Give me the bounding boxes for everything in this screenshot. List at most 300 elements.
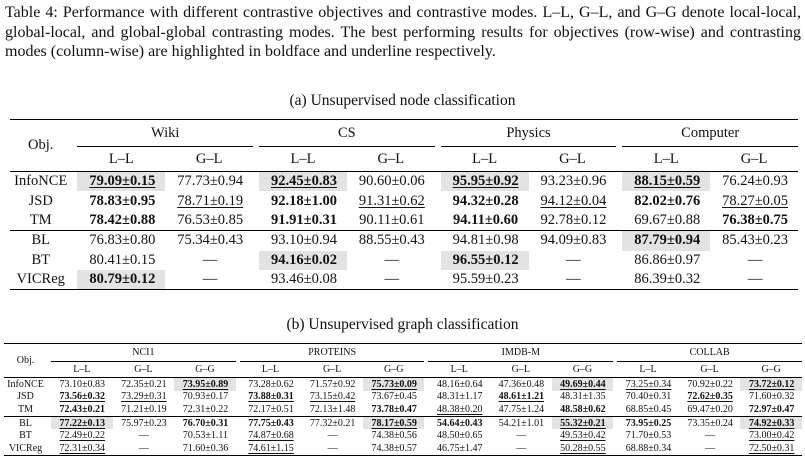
metric-cell [441,172,529,192]
metric-value: 82.02±0.76 [634,192,701,209]
metric-cell [240,391,302,404]
metric-value: — [705,430,716,442]
metric-cell [301,391,363,404]
metric-value: — [747,251,763,268]
table-row [4,403,802,416]
metric-value: 47.36±0.48 [498,378,545,390]
metric-cell [347,211,435,231]
objective-name: VICReg [10,270,71,290]
metric-cell [165,191,253,210]
metric-cell [51,403,113,416]
metric-cell [363,403,425,416]
metric-value: 87.79±0.94 [634,232,701,249]
metric-cell [363,429,425,442]
mode-header: G–L [113,362,175,378]
metric-value: 88.15±0.59 [634,173,701,190]
table-row [10,191,798,210]
metric-value: 70.92±0.22 [687,378,733,390]
metric-value: 91.31±0.62 [358,192,425,209]
metric-value: 48.38±0.20 [437,403,483,415]
header-row-datasets [4,344,802,362]
metric-cell [113,391,175,404]
metric-cell [622,270,710,290]
metric-value: 80.41±0.15 [89,251,156,268]
mode-header: G–L [347,147,435,172]
mode-header: G–G [552,362,614,378]
metric-value: 95.59±0.23 [452,271,519,288]
metric-cell [710,251,798,270]
metric-value: 71.57±0.92 [309,378,356,390]
metric-value: 72.49±0.22 [59,430,106,442]
metric-value: 48.31±1.35 [560,391,606,403]
objective-name: BL [4,416,47,429]
metric-value: 80.79±0.12 [89,271,156,288]
objective-name: JSD [28,192,53,209]
table-row [4,429,802,442]
metric-value: — [566,271,581,288]
metric-cell [259,231,347,251]
metric-cell [622,211,710,231]
metric-value: 73.25±0.34 [625,378,672,390]
metric-value: 54.64±0.43 [437,417,483,429]
metric-value: 73.95±0.25 [625,417,672,429]
dataset-header: PROTEINS [240,344,425,362]
metric-cell [113,416,175,429]
metric-value: 73.10±0.83 [59,378,106,390]
metric-cell [259,270,347,290]
metric-value: 73.15±0.42 [309,391,356,403]
metric-cell [428,378,490,391]
metric-cell [622,172,710,192]
metric-cell [441,251,529,270]
metric-value: — [384,251,400,268]
metric-value: 94.81±0.98 [452,232,519,249]
metric-value: 50.28±0.55 [560,442,606,454]
metric-cell [490,391,552,404]
obj-header: Obj. [4,344,47,378]
metric-cell [347,270,435,290]
mode-header: L–L [259,147,347,172]
metric-cell [740,429,802,442]
metric-value: 76.24±0.93 [722,173,789,190]
metric-cell [259,191,347,210]
metric-cell [165,251,253,270]
metric-cell [113,403,175,416]
metric-value: 73.88±0.31 [248,391,294,403]
metric-cell [259,251,347,270]
metric-value: 73.95±0.89 [182,378,229,390]
metric-value: 75.73±0.09 [371,378,417,390]
metric-value: 76.70±0.31 [182,417,229,429]
metric-value: 70.40±0.31 [625,391,672,403]
metric-cell [77,270,165,290]
table-row [4,378,802,391]
objective-name: InfoNCE [4,378,47,391]
metric-cell [710,270,798,290]
metric-value: — [747,271,763,288]
metric-cell [529,211,617,231]
metric-cell [740,416,802,429]
table-row [10,211,798,231]
metric-value: 69.67±0.88 [634,211,701,228]
dataset-header: Computer [622,120,798,147]
metric-value: 48.50±0.65 [437,430,483,442]
metric-value: 77.32±0.21 [309,417,356,429]
metric-cell [740,391,802,404]
metric-cell [347,191,435,210]
metric-cell [113,442,175,455]
metric-value: 92.45±0.83 [271,173,337,190]
metric-cell [428,429,490,442]
metric-value: 73.56±0.32 [59,391,106,403]
metric-value: 78.83±0.95 [89,192,156,209]
metric-cell [679,429,741,442]
metric-value: 88.55±0.43 [358,232,425,249]
metric-cell [174,391,236,404]
metric-cell [617,442,679,455]
metric-value: 72.31±0.22 [182,403,229,415]
mode-header: L–L [77,147,165,172]
dataset-header: NCI1 [51,344,236,362]
metric-value: — [202,271,218,288]
metric-cell [240,429,302,442]
metric-value: 76.38±0.75 [722,211,789,228]
metric-cell [617,429,679,442]
metric-cell [740,403,802,416]
metric-cell [617,403,679,416]
metric-value: 94.16±0.02 [271,251,337,268]
metric-value: — [705,442,716,454]
table-caption: Table 4: Performance with different contrastive objectives and contrastive modes. L–L, G–L, and G–G denote local-local, global-local, and global-global contrasting modes. The best performing results for objectives (row-wise) and contrasting modes (column-wise) are highlighted in boldface and underline respectively. [5,4,801,60]
metric-value: — [327,442,338,454]
metric-cell [529,191,617,210]
metric-value: 94.12±0.04 [540,192,607,209]
metric-value: 72.35±0.21 [121,378,167,390]
metric-value: 49.53±0.42 [560,430,606,442]
metric-value: 96.55±0.12 [452,251,519,268]
metric-value: — [138,430,149,442]
metric-value: 76.83±0.80 [89,232,156,249]
dataset-header: COLLAB [617,344,802,362]
metric-value: 48.58±0.62 [560,403,606,415]
table-row [10,251,798,270]
metric-cell [441,191,529,210]
metric-cell [301,416,363,429]
metric-value: 91.91±0.31 [271,211,337,228]
metric-cell [174,416,236,429]
metric-value: 75.97±0.23 [121,417,167,429]
metric-value: 46.75±1.47 [437,442,483,454]
metric-value: 74.38±0.56 [371,430,417,442]
table-row [10,172,798,192]
metric-value: — [516,430,527,442]
metric-cell [77,172,165,192]
metric-cell [679,391,741,404]
metric-value: 86.86±0.97 [634,251,701,268]
dataset-header: Physics [441,120,617,147]
metric-cell [710,191,798,210]
metric-value: 73.78±0.47 [371,403,417,415]
metric-cell [259,211,347,231]
mode-header: L–L [617,362,679,378]
objective-name: JSD [17,391,34,403]
metric-cell [552,391,614,404]
metric-value: 78.71±0.19 [177,192,244,209]
subcaption-graph-classification: (b) Unsupervised graph classification [286,316,519,333]
metric-cell [165,211,253,231]
metric-cell [259,172,347,192]
mode-header: G–G [174,362,236,378]
metric-cell [363,416,425,429]
mode-header: G–L [490,362,552,378]
metric-cell [363,442,425,455]
metric-cell [240,403,302,416]
mode-header: L–L [240,362,302,378]
metric-value: 74.61±1.15 [248,442,294,454]
mode-header: G–L [165,147,253,172]
metric-value: 94.32±0.28 [452,192,519,209]
metric-cell [347,251,435,270]
node-classification-table [10,119,798,290]
metric-cell [51,378,113,391]
metric-cell [710,211,798,231]
metric-value: 71.60±0.36 [182,442,229,454]
metric-cell [174,378,236,391]
metric-value: 73.29±0.31 [121,391,167,403]
metric-cell [441,211,529,231]
metric-cell [622,251,710,270]
metric-value: 49.69±0.44 [560,378,606,390]
metric-value: 71.21±0.19 [121,403,167,415]
table-row [4,391,802,404]
metric-cell [552,429,614,442]
metric-cell [428,403,490,416]
metric-value: 94.11±0.60 [453,211,519,228]
metric-value: 78.27±0.05 [722,192,789,209]
metric-value: 71.60±0.32 [748,391,795,403]
header-row-modes [4,362,802,378]
metric-cell [441,270,529,290]
metric-cell [301,429,363,442]
metric-cell [113,378,175,391]
metric-cell [552,403,614,416]
metric-value: 90.60±0.06 [358,173,425,190]
metric-value: 70.93±0.17 [182,391,229,403]
mode-header: G–L [529,147,617,172]
metric-value: 72.97±0.47 [748,403,795,415]
objective-name: VICReg [4,442,47,455]
mode-header: L–L [51,362,113,378]
metric-value: 68.85±0.45 [625,403,672,415]
metric-cell [617,378,679,391]
dataset-header: Wiki [77,120,253,147]
metric-value: 94.09±0.83 [540,232,607,249]
metric-value: — [384,271,400,288]
metric-cell [529,231,617,251]
metric-value: 73.72±0.12 [748,378,795,390]
table-row [4,442,802,455]
mode-header: L–L [428,362,490,378]
metric-value: 48.61±1.21 [498,391,545,403]
metric-cell [490,378,552,391]
metric-value: 70.53±1.11 [182,430,229,442]
mode-header: G–L [679,362,741,378]
metric-value: 86.39±0.32 [634,271,701,288]
metric-cell [51,442,113,455]
metric-value: 74.92±0.33 [748,417,795,429]
metric-cell [174,442,236,455]
metric-value: 77.22±0.13 [59,417,106,429]
metric-cell [77,231,165,251]
metric-cell [51,391,113,404]
dataset-header: IMDB-M [428,344,613,362]
metric-cell [51,416,113,429]
metric-cell [740,442,802,455]
metric-value: 73.28±0.62 [248,378,294,390]
metric-cell [529,251,617,270]
metric-cell [77,211,165,231]
metric-value: 54.21±1.01 [498,417,545,429]
metric-value: 79.09±0.15 [89,173,156,190]
metric-value: 93.23±0.96 [540,173,607,190]
graph-classification-table [4,343,802,456]
metric-value: 77.73±0.94 [177,173,244,190]
dataset-header: CS [259,120,435,147]
metric-cell [617,416,679,429]
objective-name: TM [29,211,52,228]
metric-cell [617,391,679,404]
metric-value: 72.31±0.34 [59,442,106,454]
metric-cell [174,429,236,442]
metric-value: 55.32±0.21 [560,417,606,429]
metric-cell [363,378,425,391]
metric-value: 74.87±0.68 [248,430,294,442]
metric-value: 85.43±0.23 [722,232,789,249]
objective-name: TM [18,403,33,415]
metric-cell [428,442,490,455]
metric-cell [529,270,617,290]
metric-cell [428,391,490,404]
metric-value: 72.17±0.51 [248,403,294,415]
metric-value: 73.00±0.42 [748,430,795,442]
metric-cell [490,403,552,416]
mode-header: L–L [622,147,710,172]
objective-name: BL [10,231,71,251]
metric-cell [710,172,798,192]
metric-cell [490,442,552,455]
metric-cell [740,378,802,391]
metric-cell [679,378,741,391]
header-row-modes [10,147,798,172]
metric-value: 75.34±0.43 [177,232,244,249]
metric-value: 92.18±1.00 [271,192,337,209]
metric-value: 90.11±0.61 [359,211,425,228]
metric-value: 76.53±0.85 [177,211,244,228]
mode-header: G–G [740,362,802,378]
metric-cell [552,378,614,391]
metric-cell [240,378,302,391]
metric-cell [77,191,165,210]
metric-value: 93.46±0.08 [271,271,337,288]
metric-cell [301,442,363,455]
metric-value: 48.16±0.64 [437,378,483,390]
metric-cell [490,416,552,429]
metric-cell [679,442,741,455]
metric-value: 93.10±0.94 [271,232,337,249]
metric-value: 73.67±0.45 [371,391,417,403]
metric-cell [679,416,741,429]
metric-cell [240,442,302,455]
mode-header: G–L [301,362,363,378]
subcaption-node-classification: (a) Unsupervised node classification [289,92,516,109]
metric-value: 72.43±0.21 [59,403,106,415]
metric-cell [622,191,710,210]
metric-value: — [566,251,581,268]
metric-cell [240,416,302,429]
obj-header: Obj. [10,120,71,172]
metric-value: 48.31±1.17 [437,391,483,403]
metric-cell [622,231,710,251]
table-row [4,416,802,429]
metric-value: 69.47±0.20 [687,403,733,415]
metric-value: 74.38±0.57 [371,442,417,454]
metric-cell [710,231,798,251]
metric-cell [490,429,552,442]
metric-value: 73.35±0.24 [687,417,733,429]
metric-value: — [202,251,218,268]
metric-value: 72.50±0.31 [748,442,795,454]
metric-value: 78.42±0.88 [89,211,156,228]
metric-value: — [516,442,527,454]
metric-cell [552,442,614,455]
metric-cell [165,270,253,290]
metric-value: — [138,442,149,454]
metric-cell [174,403,236,416]
header-row-datasets [10,120,798,147]
metric-cell [347,231,435,251]
metric-value: 72.62±0.35 [687,391,733,403]
table-row [10,231,798,251]
metric-cell [679,403,741,416]
metric-cell [529,172,617,192]
metric-value: 47.75±1.24 [498,403,545,415]
metric-value: 78.17±0.59 [371,417,417,429]
metric-value: 71.70±0.53 [625,430,672,442]
mode-header: G–L [710,147,798,172]
metric-value: 95.95±0.92 [452,173,519,190]
metric-value: 77.75±0.43 [248,417,294,429]
metric-value: 72.13±1.48 [309,403,356,415]
mode-header: L–L [441,147,529,172]
metric-cell [165,172,253,192]
mode-header: G–G [363,362,425,378]
metric-cell [51,429,113,442]
metric-cell [441,231,529,251]
metric-cell [301,378,363,391]
metric-cell [113,429,175,442]
metric-cell [428,416,490,429]
metric-cell [347,172,435,192]
objective-name: BT [31,251,50,268]
metric-cell [552,416,614,429]
table-row [10,270,798,290]
metric-value: 68.88±0.34 [625,442,672,454]
objective-name: BT [19,430,32,442]
metric-cell [77,251,165,270]
objective-name: InfoNCE [10,172,71,192]
metric-cell [363,391,425,404]
metric-cell [165,231,253,251]
